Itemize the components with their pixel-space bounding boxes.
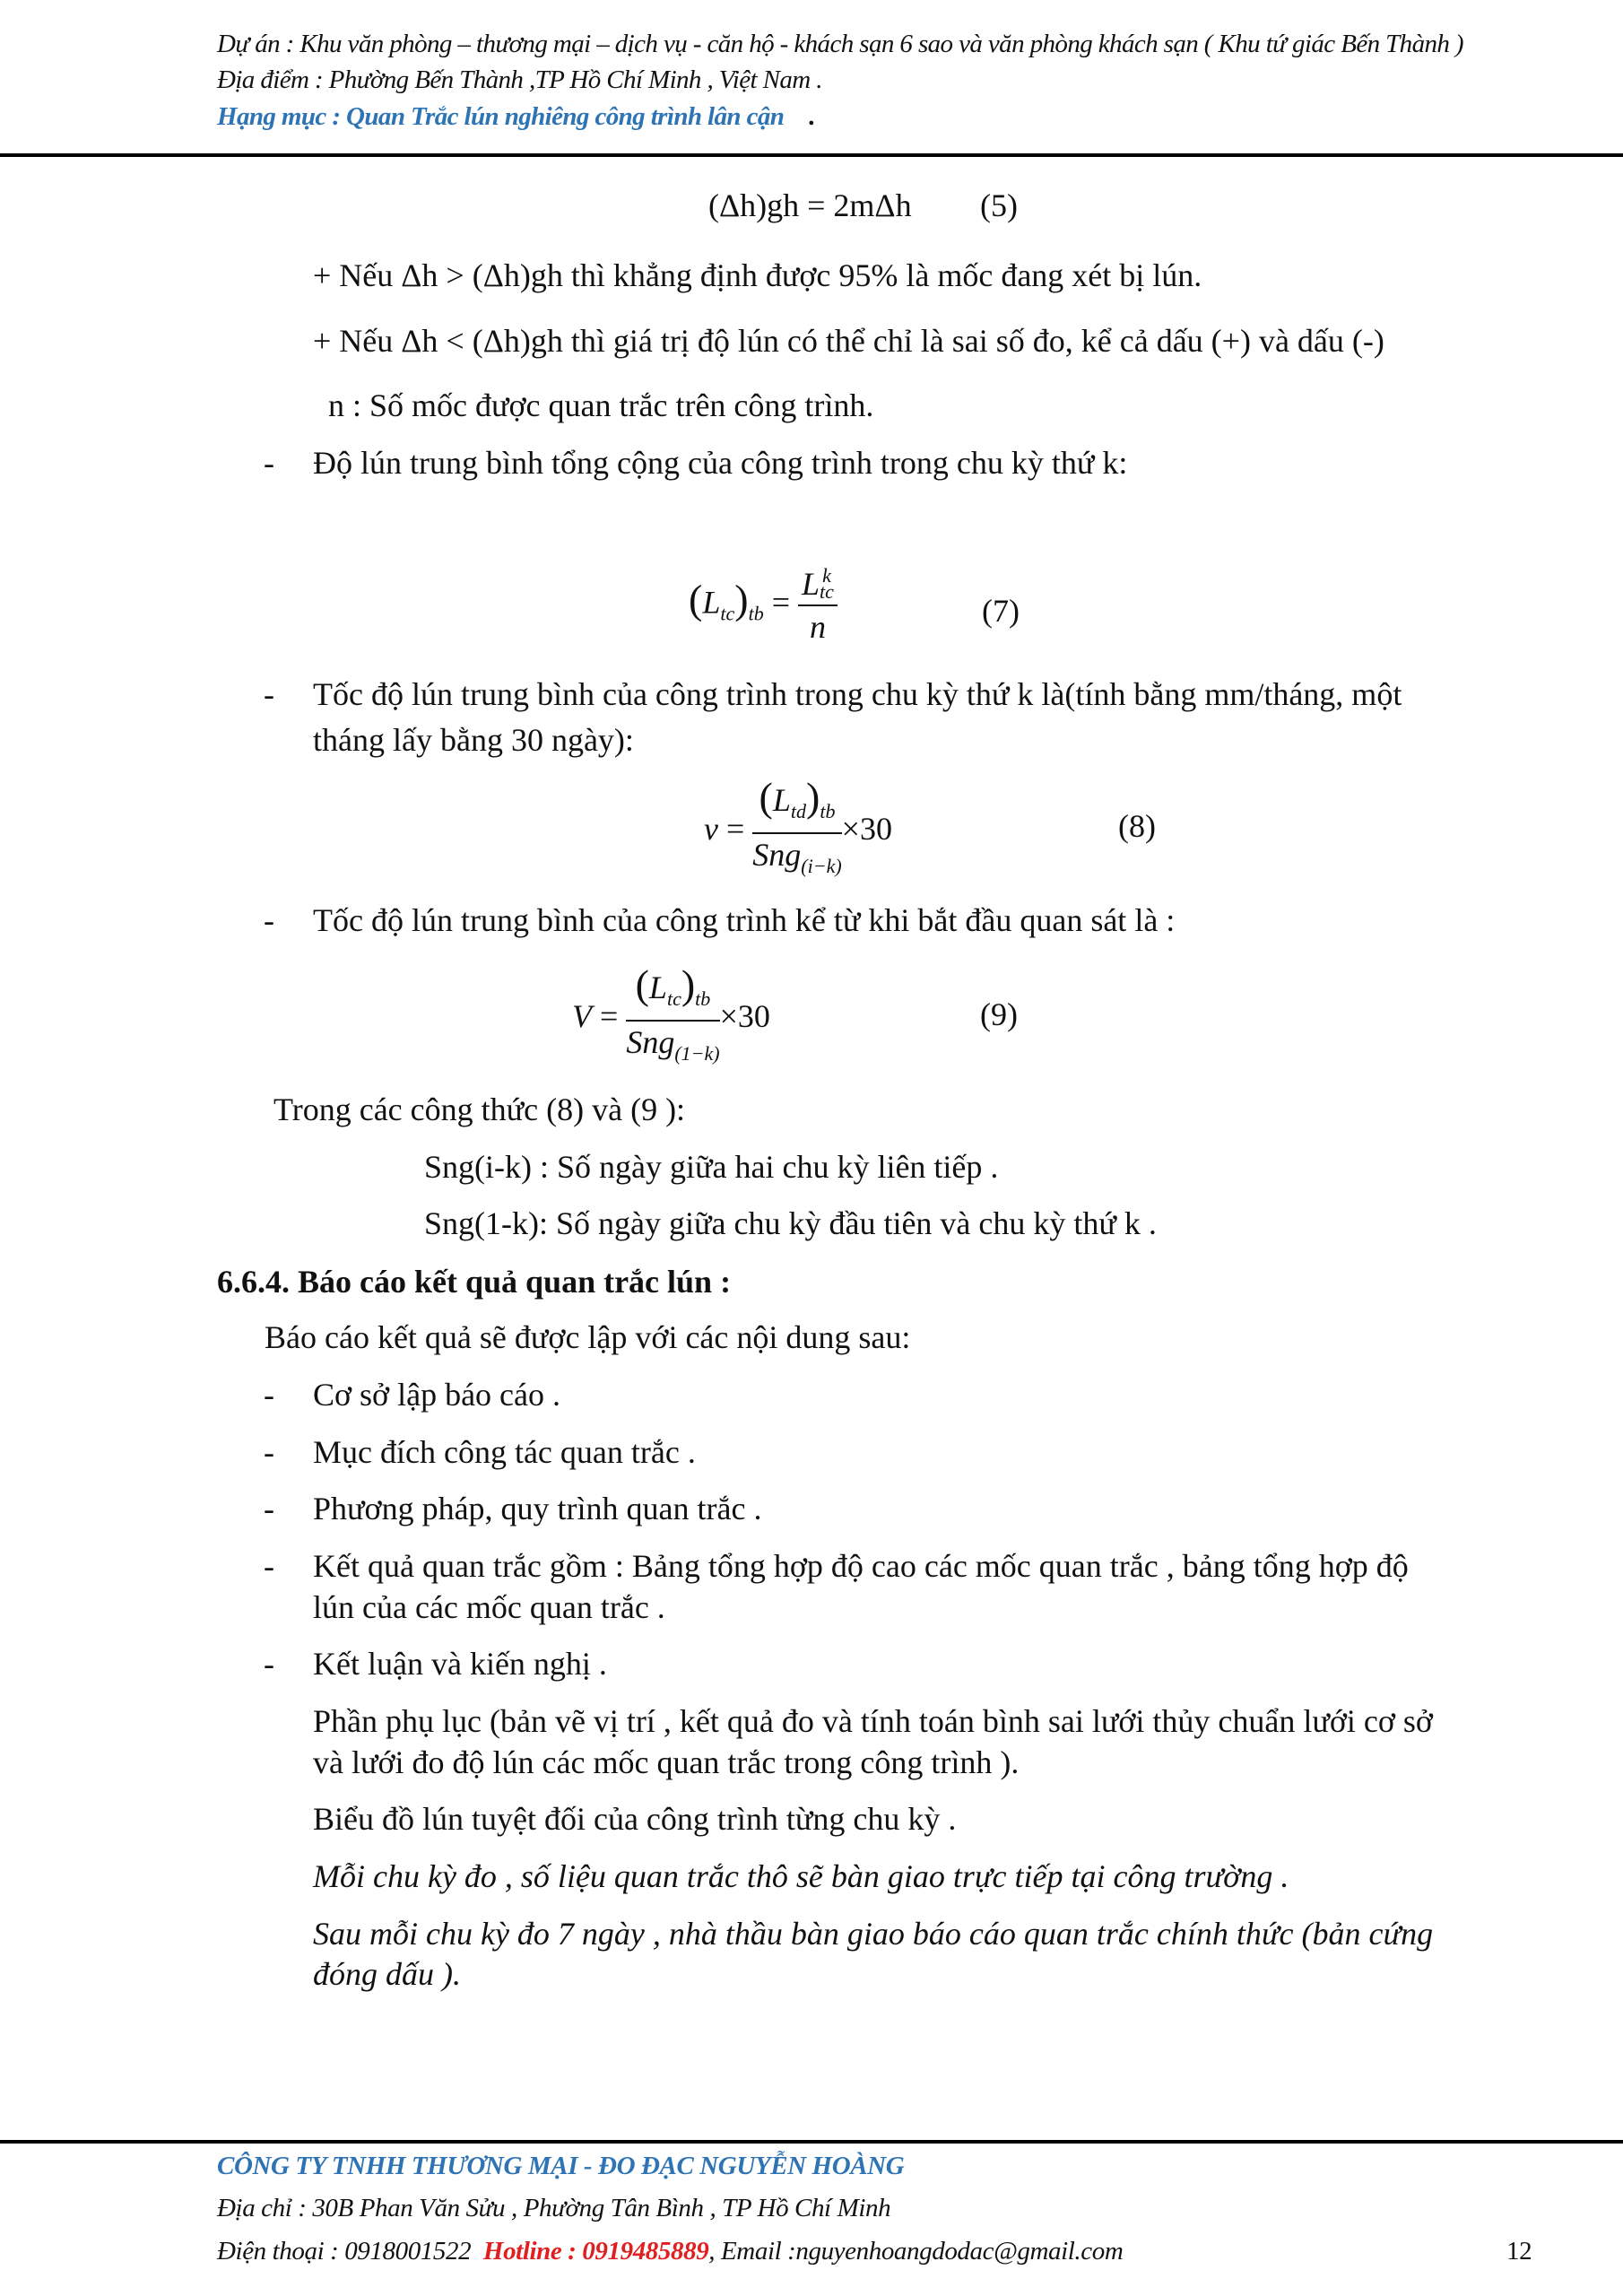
header-rule xyxy=(0,153,1623,157)
header-category-text: Hạng mục : Quan Trắc lún nghiêng công trình lân cận xyxy=(217,102,785,131)
formula-9-number: (9) xyxy=(980,996,1018,1032)
condition-less: + Nếu Δh < (Δh)gh thì giá trị độ lún có thể chỉ là sai số đo, kể cả dấu (+) và dấu (-) xyxy=(313,323,1384,359)
list-item-cont: lún của các mốc quan trắc . xyxy=(313,1589,665,1625)
list-item: Cơ sở lập báo cáo . xyxy=(313,1377,561,1413)
bullet-dash: - xyxy=(264,902,274,938)
footer-contact xyxy=(217,2237,1123,2266)
sng-ik-definition: Sng(i-k) : Số ngày giữa hai chu kỳ liên tiếp . xyxy=(424,1149,999,1185)
header-category-dot: . xyxy=(809,102,815,131)
raw-data-note: Mỗi chu kỳ đo , số liệu quan trắc thô sẽ bàn giao trực tiếp tại công trường . xyxy=(313,1858,1289,1894)
appendix-text: Phần phụ lục (bản vẽ vị trí , kết quả đo và tính toán bình sai lưới thủy chuẩn lưới cơ sở xyxy=(313,1703,1433,1739)
header-project: Dự án : Khu văn phòng – thương mại – dịch vụ - căn hộ - khách sạn 6 sao và văn phòng khách sạn ( Khu tứ giác Bến Thành ) xyxy=(217,30,1463,58)
footer-hotline: Hotline : 0919485889 xyxy=(482,2237,709,2266)
report-intro: Báo cáo kết quả sẽ được lập với các nội dung sau: xyxy=(265,1319,911,1355)
section-heading: 6.6.4. Báo cáo kết quả quan trắc lún : xyxy=(217,1264,732,1300)
bullet-dash: - xyxy=(264,445,274,481)
handover-note-cont: đóng dấu ). xyxy=(313,1956,461,1992)
list-item: Mục đích công tác quan trắc . xyxy=(313,1434,696,1470)
condition-greater: + Nếu Δh > (Δh)gh thì khẳng định được 95% là mốc đang xét bị lún. xyxy=(313,257,1202,293)
rate-since-start-text: Tốc độ lún trung bình của công trình kể từ khi bắt đầu quan sát là : xyxy=(313,902,1176,938)
avg-rate-text-cont: tháng lấy bằng 30 ngày): xyxy=(313,722,634,758)
footer-company: CÔNG TY TNHH THƯƠNG MẠI - ĐO ĐẠC NGUYỄN HOÀNG xyxy=(217,2152,905,2180)
definition-n: n : Số mốc được quan trắc trên công trình. xyxy=(328,387,874,423)
formula-8: v = $\frac{(L_{td})_{tb}}{Sng_{(i-k)}}$ ×30 xyxy=(704,774,892,877)
footer-phone: Điện thoại : 0918001522 xyxy=(217,2237,472,2266)
appendix-text-cont: và lưới đo độ lún các mốc quan trắc trong công trình ). xyxy=(313,1744,1020,1780)
chart-text: Biểu đồ lún tuyệt đối của công trình từng chu kỳ . xyxy=(313,1801,957,1837)
formula-9: V = $\frac{(L_{tc})_{tb}}{Sng_{(1-k)}}$ ×30 xyxy=(572,961,770,1065)
formula-5: (Δh)gh = 2mΔh xyxy=(708,187,912,223)
formula-8-number: (8) xyxy=(1118,808,1156,844)
list-item: Kết quả quan trắc gồm : Bảng tổng hợp độ cao các mốc quan trắc , bảng tổng hợp độ xyxy=(313,1548,1409,1584)
footer-address: Địa chỉ : 30B Phan Văn Sửu , Phường Tân Bình , TP Hồ Chí Minh xyxy=(217,2194,891,2222)
handover-note: Sau mỗi chu kỳ đo 7 ngày , nhà thầu bàn giao báo cáo quan trắc chính thức (bản cứng xyxy=(313,1916,1434,1952)
bullet-dash: - xyxy=(264,1377,274,1413)
avg-rate-text: Tốc độ lún trung bình của công trình trong chu kỳ thứ k là(tính bằng mm/tháng, một xyxy=(313,676,1402,712)
bullet-dash: - xyxy=(264,676,274,712)
formula-7-number: (7) xyxy=(982,593,1020,629)
formula-5-number: (5) xyxy=(980,187,1018,223)
page-number: 12 xyxy=(1506,2237,1532,2266)
bullet-dash: - xyxy=(264,1491,274,1526)
footer-rule xyxy=(0,2140,1623,2144)
formula-7: $(L_{tc})_{tb}$ = L k tc n xyxy=(689,563,838,648)
bullet-dash: - xyxy=(264,1548,274,1584)
header-category xyxy=(217,102,815,132)
bullet-dash: - xyxy=(264,1646,274,1682)
list-item: Kết luận và kiến nghị . xyxy=(313,1646,607,1682)
list-item: Phương pháp, quy trình quan trắc . xyxy=(313,1491,762,1526)
footer-email: , Email :nguyenhoangdodac@gmail.com xyxy=(708,2237,1124,2266)
bullet-dash: - xyxy=(264,1434,274,1470)
avg-settlement-text: Độ lún trung bình tổng cộng của công trình trong chu kỳ thứ k: xyxy=(313,445,1128,481)
sng-1k-definition: Sng(1-k): Số ngày giữa chu kỳ đầu tiên và chu kỳ thứ k . xyxy=(424,1205,1157,1241)
formula-note-intro: Trong các công thức (8) và (9 ): xyxy=(273,1091,686,1127)
header-location: Địa điểm : Phường Bến Thành ,TP Hồ Chí Minh , Việt Nam . xyxy=(217,65,822,94)
